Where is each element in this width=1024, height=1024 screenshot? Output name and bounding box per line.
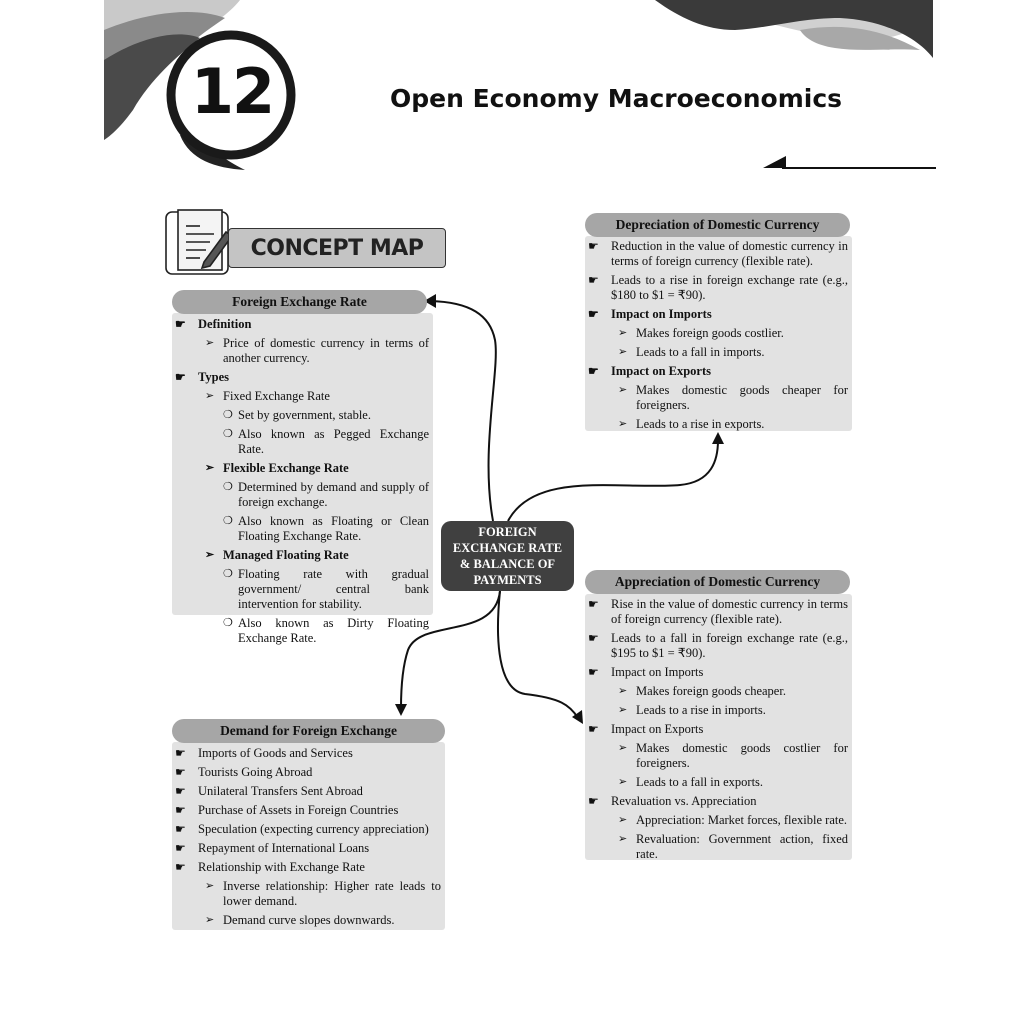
demand-item-3: Unilateral Transfers Sent Abroad: [198, 784, 363, 798]
depreciation-panel: [585, 236, 852, 431]
arrowhead-icon: ➢: [618, 742, 628, 754]
pointing-hand-icon: ☛: [588, 307, 599, 321]
flexible-point-2: Also known as Floating or Clean Floating Exchange Rate.: [238, 514, 429, 543]
appreciation-point-1: Rise in the value of domestic currency in terms of foreign currency (flexible rate).: [611, 597, 848, 626]
flexible-heading: Flexible Exchange Rate: [223, 461, 349, 475]
connector-to-depreciation: [508, 440, 718, 521]
appreciation-exports-heading: Impact on Exports: [611, 722, 704, 736]
depreciation-imports-heading: Impact on Imports: [611, 307, 712, 321]
pointing-hand-icon: ☛: [175, 765, 186, 779]
managed-point-2: Also known as Dirty Floating Exchange Rate.: [238, 616, 429, 645]
arrowhead-icon: ➢: [205, 337, 215, 349]
pointing-hand-icon: ☛: [175, 841, 186, 855]
arrowhead-icon: ➢: [205, 914, 215, 926]
appreciation-exports-1: Makes domestic goods costlier for foreigners.: [636, 741, 848, 770]
depreciation-point-2: Leads to a rise in foreign exchange rate (e.g., $180 to $1 = ₹90).: [611, 273, 848, 302]
concept-map-label: CONCEPT MAP: [228, 228, 446, 268]
fixed-point-1: Set by government, stable.: [238, 408, 371, 422]
circle-icon: ❍: [223, 481, 233, 493]
appreciation-imports-heading: Impact on Imports: [611, 665, 704, 679]
document-pencil-icon: [166, 210, 232, 274]
circle-icon: ❍: [223, 409, 233, 421]
demand-panel: [172, 742, 445, 930]
appreciation-exports-2: Leads to a fall in exports.: [636, 775, 764, 789]
central-topic-line-3: & BALANCE OF: [459, 557, 556, 571]
depreciation-exports-1: Makes domestic goods cheaper for foreigners.: [636, 383, 848, 412]
header-rule-arrow: [763, 156, 786, 168]
demand-item-5: Speculation (expecting currency appreciation): [198, 822, 429, 836]
connector-to-appreciation: [498, 591, 578, 718]
demand-item-4: Purchase of Assets in Foreign Countries: [198, 803, 399, 817]
arrowhead-icon: ➢: [205, 390, 215, 402]
connector-to-foreign-exchange-rate: [430, 301, 496, 521]
demand-sub-1: Inverse relationship: Higher rate leads to lower demand.: [223, 879, 441, 908]
demand-sub-2: Demand curve slopes downwards.: [223, 913, 395, 927]
fixed-point-2: Also known as Pegged Exchange Rate.: [238, 427, 429, 456]
arrowhead-icon: ➢: [618, 814, 628, 826]
demand-item-1: Imports of Goods and Services: [198, 746, 353, 760]
circle-icon: ❍: [223, 515, 233, 527]
revaluation-heading: Revaluation vs. Appreciation: [611, 794, 757, 808]
revaluation-1: Appreciation: Market forces, flexible rate.: [636, 813, 848, 827]
depreciation-point-1: Reduction in the value of domestic currency in terms of foreign currency (flexible rate).: [611, 239, 848, 268]
flexible-point-1: Determined by demand and supply of foreign exchange.: [238, 480, 429, 509]
central-topic-line-4: PAYMENTS: [473, 573, 542, 587]
pointing-hand-icon: ☛: [175, 803, 186, 817]
pointing-hand-icon: ☛: [588, 722, 599, 736]
pointing-hand-icon: ☛: [588, 273, 599, 287]
appreciation-imports-1: Makes foreign goods cheaper.: [636, 684, 786, 698]
circle-icon: ❍: [223, 428, 233, 440]
circle-icon: ❍: [223, 617, 233, 629]
pointing-hand-icon: ☛: [588, 364, 599, 378]
depreciation-imports-2: Leads to a fall in imports.: [636, 345, 765, 359]
depreciation-exports-heading: Impact on Exports: [611, 364, 712, 378]
arrowhead-icon: ➢: [618, 346, 628, 358]
pointing-hand-icon: ☛: [588, 239, 599, 253]
central-topic-box: [441, 521, 574, 591]
managed-point-1: Floating rate with gradual government/ central bank intervention for stability.: [238, 567, 429, 611]
pointing-hand-icon: ☛: [588, 794, 599, 808]
central-topic-line-2: EXCHANGE RATE: [452, 541, 563, 555]
pointing-hand-icon: ☛: [175, 746, 186, 760]
arrowhead-icon: ➢: [205, 462, 215, 474]
arrowhead-icon: ➢: [618, 327, 628, 339]
arrowhead-icon: ➢: [205, 549, 215, 561]
arrowhead-icon: ➢: [618, 776, 628, 788]
circle-icon: ❍: [223, 568, 233, 580]
chapter-title: Open Economy Macroeconomics: [390, 84, 843, 113]
foreign-exchange-rate-panel: [172, 313, 433, 645]
arrowhead-icon: ➢: [618, 384, 628, 396]
definition-text: Price of domestic currency in terms of another currency.: [223, 336, 429, 365]
demand-item-7: Relationship with Exchange Rate: [198, 860, 365, 874]
arrowhead-icon: ➢: [618, 685, 628, 697]
pointing-hand-icon: ☛: [175, 860, 186, 874]
pointing-hand-icon: ☛: [175, 317, 186, 331]
demand-title: Demand for Foreign Exchange: [172, 719, 445, 743]
arrowhead-depreciation: [712, 432, 724, 444]
chapter-number: 12: [190, 55, 274, 128]
appreciation-point-2: Leads to a fall in foreign exchange rate (e.g., $195 to $1 = ₹90).: [611, 631, 848, 660]
arrowhead-icon: ➢: [618, 833, 628, 845]
pointing-hand-icon: ☛: [175, 822, 186, 836]
demand-item-2: Tourists Going Abroad: [198, 765, 313, 779]
arrowhead-icon: ➢: [205, 880, 215, 892]
depreciation-title: Depreciation of Domestic Currency: [585, 213, 850, 237]
foreign-exchange-rate-title: Foreign Exchange Rate: [172, 290, 427, 314]
demand-item-6: Repayment of International Loans: [198, 841, 370, 855]
central-topic-line-1: FOREIGN: [478, 525, 537, 539]
fixed-heading: Fixed Exchange Rate: [223, 389, 330, 403]
definition-heading: Definition: [198, 317, 252, 331]
depreciation-imports-1: Makes foreign goods costlier.: [636, 326, 784, 340]
pointing-hand-icon: ☛: [175, 784, 186, 798]
appreciation-imports-2: Leads to a rise in imports.: [636, 703, 766, 717]
pointing-hand-icon: ☛: [588, 665, 599, 679]
arrowhead-icon: ➢: [618, 704, 628, 716]
depreciation-exports-2: Leads to a rise in exports.: [636, 417, 765, 431]
arrowhead-icon: ➢: [618, 418, 628, 430]
pointing-hand-icon: ☛: [588, 597, 599, 611]
appreciation-title: Appreciation of Domestic Currency: [585, 570, 850, 594]
pointing-hand-icon: ☛: [175, 370, 186, 384]
types-heading: Types: [198, 370, 230, 384]
managed-heading: Managed Floating Rate: [223, 548, 349, 562]
revaluation-2: Revaluation: Government action, fixed rate.: [636, 832, 848, 861]
appreciation-panel: [585, 594, 852, 860]
pointing-hand-icon: ☛: [588, 631, 599, 645]
arrowhead-demand: [395, 704, 407, 716]
